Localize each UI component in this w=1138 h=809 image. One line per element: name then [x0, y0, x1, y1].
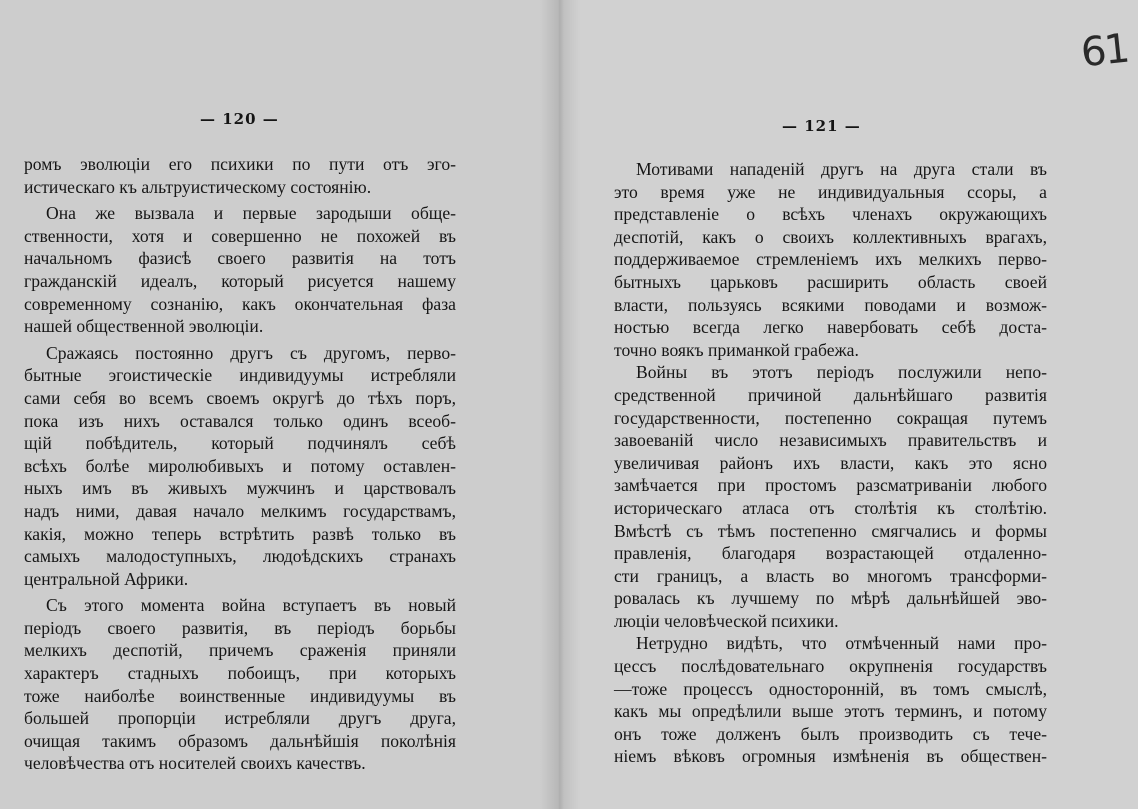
text-line: ніемъ вѣковъ огромныя измѣненія въ обществен- — [614, 746, 1047, 767]
text-line: человѣчества отъ носителей своихъ качествъ. — [24, 753, 366, 774]
text-line: поддерживаемое стремленіемъ ихъ мелкихъ перво- — [614, 249, 1047, 270]
text-line: —тоже процессъ односторонній, въ томъ смыслѣ, — [614, 678, 1047, 699]
text-line: Мотивами нападеній другъ на друга стали въ — [636, 159, 1047, 179]
text-line: современному сознанію, какъ окончательная фаза — [24, 293, 456, 314]
text-line: Сражаясь постоянно другъ съ другомъ, перво- — [46, 342, 456, 363]
text-line: надъ ними, давая начало мелкимъ государствамъ, — [24, 500, 456, 521]
handwritten-folio-mark: 61 — [1078, 25, 1131, 77]
left-page-text — [24, 153, 456, 775]
text-line: Нетрудно видѣть, что отмѣченный нами про- — [636, 633, 1047, 654]
text-line: власти, пользуясь всякими поводами и возмож- — [614, 294, 1047, 315]
text-line: всѣхъ болѣе миролюбивыхъ и потому оставлен- — [24, 455, 456, 476]
text-line: сти границъ, а власть во многомъ трансформи- — [614, 565, 1047, 586]
text-line: ровалась къ лучшему по мѣрѣ дальнѣйшей эво- — [614, 588, 1047, 609]
text-line: увеличивая районъ ихъ власти, какъ это ясно — [614, 452, 1047, 473]
text-line: представленіе о всѣхъ членахъ окружающихъ — [614, 204, 1047, 225]
text-line: цессъ послѣдовательнаго окрупненія государствъ — [614, 656, 1047, 677]
text-line: какія, можно теперь встрѣтить развѣ только въ — [24, 523, 456, 544]
left-page — [0, 0, 560, 809]
text-line: люціи человѣческой психики. — [614, 610, 839, 631]
text-line: тоже наиболѣе воинственные индивидуумы въ — [24, 685, 456, 706]
text-line: мелкихъ деспотій, причемъ сраженія приняли — [24, 640, 456, 661]
text-line: большей пропорціи истребляли другъ друга, — [24, 708, 456, 729]
text-line: бытные эгоистическіе индивидуумы истребляли — [24, 365, 456, 386]
text-line: государственности, постепенно сокращая путемъ — [614, 407, 1047, 428]
text-line: Съ этого момента война вступаетъ въ новый — [46, 595, 456, 616]
text-line: центральной Африки. — [24, 568, 189, 589]
page-number-left: — 120 — — [200, 110, 279, 128]
text-line: историческаго атласа отъ столѣтія къ столѣтію. — [614, 497, 1047, 518]
text-line: Она же вызвала и первые зародыши обще- — [46, 203, 456, 224]
text-line: ромъ эволюціи его психики по пути отъ эго- — [24, 154, 456, 174]
text-line: это время уже не индивидуальныя ссоры, а — [614, 181, 1047, 202]
text-line: самыхъ малодоступныхъ, людоѣдскихъ странахъ — [24, 546, 456, 567]
text-line: ностью всегда легко навербовать себѣ доста- — [614, 317, 1047, 338]
text-line: гражданскій идеалъ, который рисуется нашему — [24, 270, 456, 291]
text-line: очищая такимъ образомъ дальнѣйшія поколѣнія — [24, 730, 456, 751]
book-gutter-shadow — [540, 0, 580, 809]
page-number-right: — 121 — — [782, 117, 861, 135]
text-line: ныхъ имъ въ живыхъ мужчинъ и царствовалъ — [24, 478, 456, 499]
text-line: начальномъ фазисѣ своего развитія на тотъ — [24, 248, 456, 269]
text-line: правленія, благодаря возрастающей отдаленно- — [614, 543, 1047, 564]
text-line: нашей общественной эволюціи. — [24, 316, 264, 337]
text-line: ственности, хотя и совершенно не похожей въ — [24, 225, 456, 246]
text-line: щій побѣдитель, который подчинялъ себѣ — [24, 433, 456, 454]
text-line: замѣчается при простомъ разсматриваніи любого — [614, 475, 1047, 496]
text-line: пока изъ нихъ оставался только одинъ всеоб- — [24, 410, 456, 431]
text-line: характеръ стадныхъ побоищъ, при которыхъ — [24, 663, 456, 684]
text-line: какъ мы опредѣлили выше этотъ терминъ, и потому — [614, 701, 1047, 722]
right-page — [560, 0, 1138, 809]
text-line: завоеваній число независимыхъ правительствъ и — [614, 430, 1047, 451]
text-line: деспотій, какъ о своихъ коллективныхъ врагахъ, — [614, 226, 1047, 247]
text-line: точно воякъ приманкой грабежа. — [614, 339, 859, 360]
text-line: бытныхъ царьковъ расширить область своей — [614, 271, 1047, 292]
text-line: Вмѣстѣ съ тѣмъ постепенно смягчались и формы — [614, 520, 1047, 541]
text-line: средственной причиной дальнѣйшаго развитія — [614, 384, 1047, 405]
right-page-text — [614, 158, 1047, 768]
text-line: истическаго къ альтруистическому состоянію. — [24, 176, 372, 197]
text-line: періодъ своего развитія, въ періодъ борьбы — [24, 617, 456, 638]
text-line: Войны въ этотъ періодъ послужили непо- — [636, 362, 1047, 383]
text-line: сами себя во всемъ своемъ округѣ до тѣхъ поръ, — [24, 387, 456, 408]
text-line: онъ тоже долженъ былъ производить съ тече- — [614, 723, 1047, 744]
